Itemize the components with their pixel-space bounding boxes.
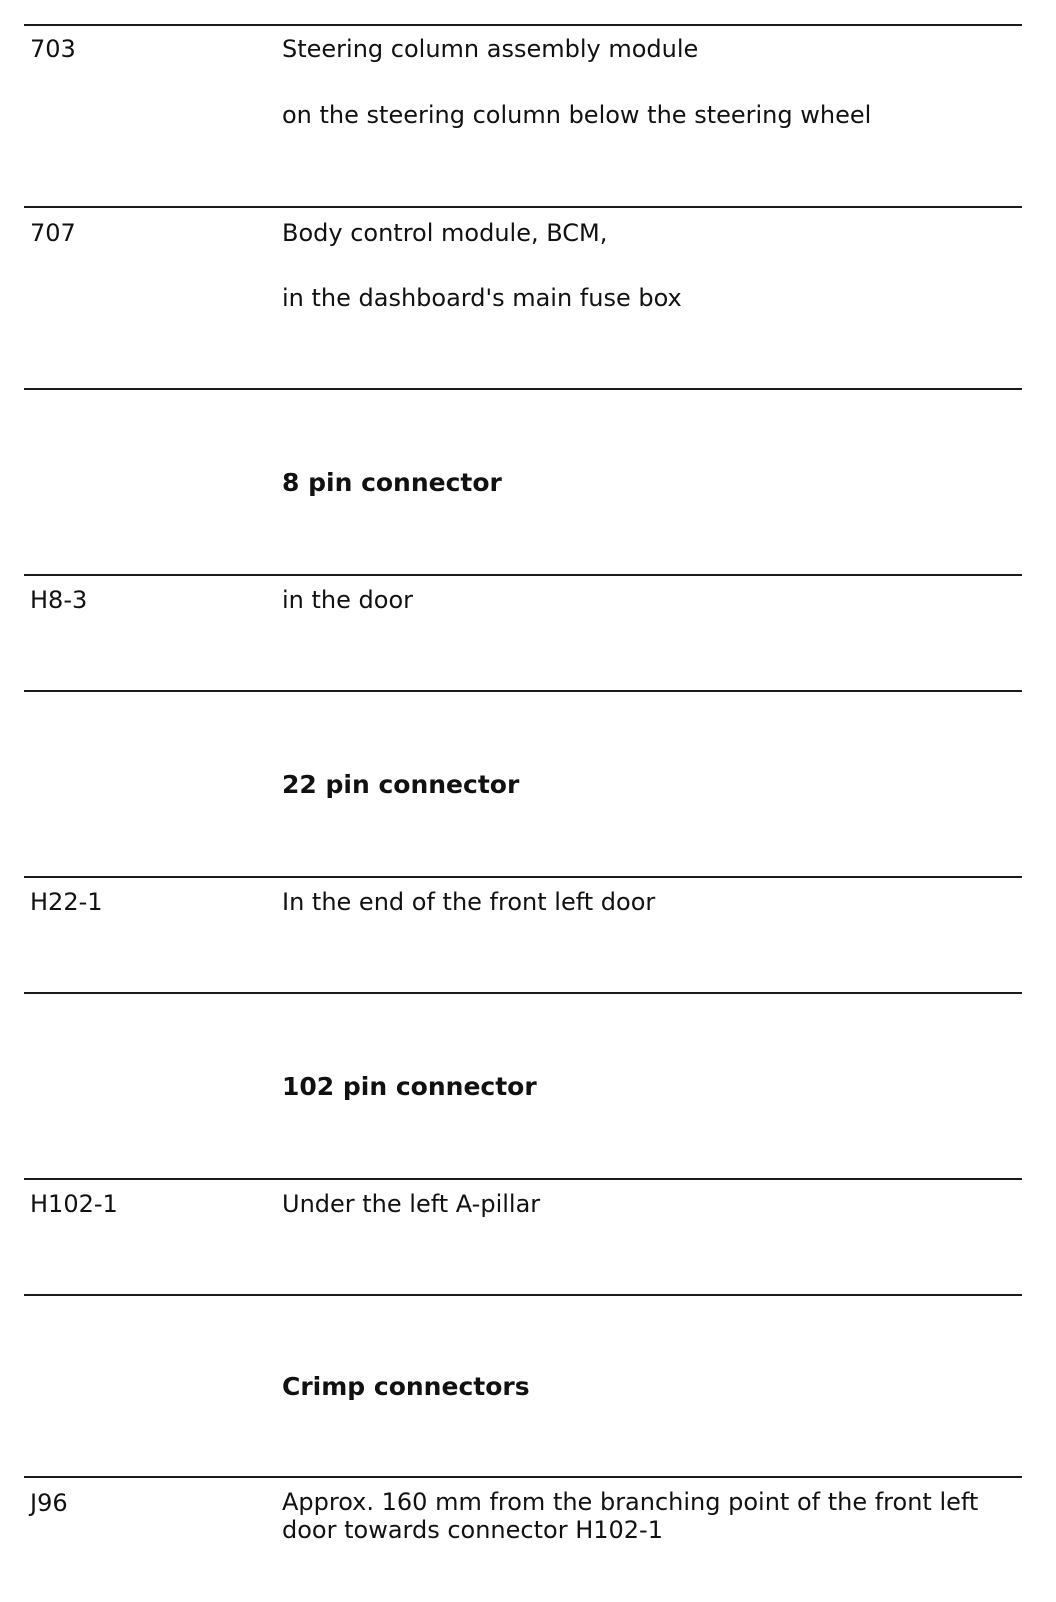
component-code: H102-1 — [30, 1190, 118, 1218]
row-divider — [24, 24, 1022, 26]
row-divider — [24, 1178, 1022, 1180]
row-divider — [24, 992, 1022, 994]
component-description: Steering column assembly module — [282, 35, 699, 63]
section-heading: 8 pin connector — [282, 468, 502, 497]
row-divider — [24, 690, 1022, 692]
row-divider — [24, 206, 1022, 208]
row-divider — [24, 574, 1022, 576]
row-divider — [24, 1476, 1022, 1478]
component-code: H8-3 — [30, 586, 88, 614]
component-description: Body control module, BCM, — [282, 219, 608, 247]
section-heading: 102 pin connector — [282, 1072, 537, 1101]
component-code: J96 — [30, 1489, 68, 1517]
row-divider — [24, 1294, 1022, 1296]
row-divider — [24, 876, 1022, 878]
component-code: 707 — [30, 219, 76, 247]
component-code: H22-1 — [30, 888, 103, 916]
section-heading: Crimp connectors — [282, 1372, 530, 1401]
row-divider — [24, 388, 1022, 390]
component-location: on the steering column below the steering wheel — [282, 101, 872, 129]
component-location: Under the left A-pillar — [282, 1190, 541, 1218]
section-heading: 22 pin connector — [282, 770, 520, 799]
component-location: in the door — [282, 586, 413, 614]
component-location: in the dashboard's main fuse box — [282, 284, 682, 312]
component-location: Approx. 160 mm from the branching point of the front left door towards connector H102-1 — [282, 1488, 979, 1544]
component-location: In the end of the front left door — [282, 888, 656, 916]
component-code: 703 — [30, 35, 76, 63]
